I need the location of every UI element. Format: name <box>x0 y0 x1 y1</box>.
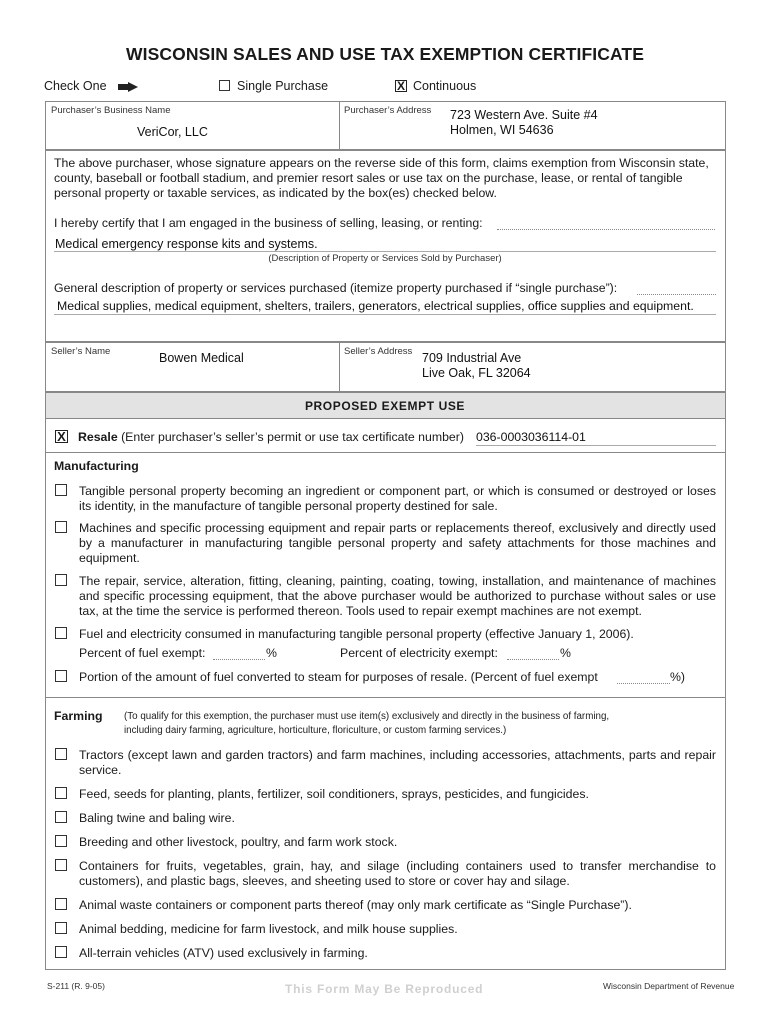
fuel-pct-label: Percent of fuel exempt: <box>79 646 206 660</box>
certify-underline <box>54 251 716 252</box>
resale-row <box>78 430 464 445</box>
reproduce-watermark: This Form May Be Reproduced <box>285 982 484 996</box>
mfg-item5-text: Portion of the amount of fuel converted to steam for purposes of resale. (Percent of fuel exempt <box>79 670 598 684</box>
steam-pct-field[interactable] <box>617 683 670 684</box>
elec-pct-field[interactable] <box>507 659 559 660</box>
purchaser-address-line1[interactable]: 723 Western Ave. Suite #4 <box>450 108 598 122</box>
fuel-pct-sign: % <box>266 646 277 660</box>
farm-item4-checkbox[interactable] <box>55 835 67 847</box>
farm-item2-text: Feed, seeds for planting, plants, fertilizer, soil conditioners, sprays, pesticides, and fungicides. <box>79 787 589 801</box>
farm-item7-text: Animal bedding, medicine for farm livestock, and milk house supplies. <box>79 922 458 936</box>
mfg-item5-checkbox[interactable] <box>55 670 67 682</box>
resale-checkbox[interactable]: X <box>55 430 68 443</box>
seller-address-line2[interactable]: Live Oak, FL 32064 <box>422 366 531 380</box>
pointer-arrow-icon <box>117 81 139 93</box>
mfg-item4-text: Fuel and electricity consumed in manufacturing tangible personal property (effective January 1, 2006). <box>79 627 634 641</box>
purchaser-divider <box>339 101 340 150</box>
certify-line-end <box>497 229 715 230</box>
seller-name-label: Seller’s Name <box>51 346 111 357</box>
farming-heading: Farming <box>54 709 103 723</box>
resale-divider <box>45 452 726 453</box>
exempt-header: PROPOSED EXEMPT USE <box>304 399 466 413</box>
certify-field[interactable]: Medical emergency response kits and systems. <box>55 237 318 251</box>
department-name: Wisconsin Department of Revenue <box>603 981 735 991</box>
frame-right <box>725 419 726 970</box>
manufacturing-divider <box>45 697 726 698</box>
frame-bottom <box>45 969 726 970</box>
seller-name-field[interactable]: Bowen Medical <box>159 351 244 365</box>
general-field[interactable]: Medical supplies, medical equipment, shelters, trailers, generators, electrical supplies, office supplies and equipment. <box>57 299 694 313</box>
purchaser-address-label: Purchaser’s Address <box>344 105 432 116</box>
mfg-item1-checkbox[interactable] <box>55 484 67 496</box>
resale-title: Resale <box>78 430 118 444</box>
elec-pct-sign: % <box>560 646 571 660</box>
form-number: S-211 (R. 9-05) <box>47 981 105 991</box>
farm-item1-checkbox[interactable] <box>55 748 67 760</box>
mfg-item2-checkbox[interactable] <box>55 521 67 533</box>
farming-note-line1: (To qualify for this exemption, the purchaser must use item(s) exclusively and directly in the business of farming, <box>124 711 610 722</box>
farming-note-line2: including dairy farming, agriculture, horticulture, floriculture, or custom farming services.) <box>124 725 507 736</box>
claim-paragraph: The above purchaser, whose signature appears on the reverse side of this form, claims exemption from Wisconsin state, county, baseball or football stadium, and premier resort sales or use tax on the purchase, lease, or rental of tangible personal property or taxable services, as indicated by the box(es) checked below. <box>54 156 709 200</box>
mfg-item1-text: Tangible personal property becoming an ingredient or component part, or which is consumed or destroyed or loses its identity, in the manufacture of tangible personal property destined for sale. <box>79 484 716 513</box>
farm-item8-text: All-terrain vehicles (ATV) used exclusively in farming. <box>79 946 368 960</box>
check-one-label: Check One <box>44 79 107 93</box>
seller-divider <box>339 342 340 392</box>
farm-item7-checkbox[interactable] <box>55 922 67 934</box>
resale-permit-field[interactable]: 036-0003036114-01 <box>476 430 586 444</box>
mfg-item3-text: The repair, service, alteration, fitting, cleaning, painting, coating, towing, installation, and maintenance of machines and specific processing equipment, that the above purchaser would be authorized to purchase without sales or use tax, at the time the service is performed thereon. Tools used to repair exempt machines are not exempt. <box>79 574 716 618</box>
certify-caption: (Description of Property or Services Sold by Purchaser) <box>268 253 502 264</box>
general-line-end <box>637 294 716 295</box>
mfg-item3-checkbox[interactable] <box>55 574 67 586</box>
form-title: WISCONSIN SALES AND USE TAX EXEMPTION CERTIFICATE <box>126 44 644 64</box>
purchaser-name-label: Purchaser’s Business Name <box>51 105 171 116</box>
farm-item6-text: Animal waste containers or component parts thereof (may only mark certificate as “Single Purchase”). <box>79 898 632 912</box>
continuous-checkbox[interactable]: X <box>396 79 405 93</box>
mfg-item2-text: Machines and specific processing equipment and repair parts or replacements thereof, exclusively and directly used by a manufacturer in manufacturing tangible personal property and safety attachments for those machines and equipment. <box>79 521 716 565</box>
general-label: General description of property or services purchased (itemize property purchased if “single purchase”): <box>54 281 618 295</box>
purchaser-address-line2[interactable]: Holmen, WI 54636 <box>450 123 554 137</box>
farm-item5-checkbox[interactable] <box>55 859 67 871</box>
farm-item8-checkbox[interactable] <box>55 946 67 958</box>
frame-left <box>45 419 46 970</box>
fuel-pct-field[interactable] <box>213 659 265 660</box>
certify-label: I hereby certify that I am engaged in the business of selling, leasing, or renting: <box>54 216 483 230</box>
mfg-item4-checkbox[interactable] <box>55 627 67 639</box>
elec-pct-label: Percent of electricity exempt: <box>340 646 498 660</box>
single-purchase-label: Single Purchase <box>237 79 329 93</box>
farm-item4-text: Breeding and other livestock, poultry, and farm work stock. <box>79 835 398 849</box>
general-underline <box>54 314 716 315</box>
farm-item5-text: Containers for fruits, vegetables, grain, hay, and silage (including containers used to transfer merchandise to customers), and plastic bags, sleeves, and sheeting used to store or cover hay and silage. <box>79 859 716 888</box>
single-purchase-checkbox[interactable] <box>219 80 230 91</box>
farm-item3-text: Baling twine and baling wire. <box>79 811 235 825</box>
farm-item3-checkbox[interactable] <box>55 811 67 823</box>
seller-address-label: Seller’s Address <box>344 346 413 357</box>
seller-address-line1[interactable]: 709 Industrial Ave <box>422 351 522 365</box>
resale-underline <box>476 445 716 446</box>
resale-text: (Enter purchaser’s seller’s permit or use tax certificate number) <box>121 430 464 444</box>
mfg-item5-end: %) <box>670 670 686 684</box>
manufacturing-heading: Manufacturing <box>54 459 139 473</box>
farm-item2-checkbox[interactable] <box>55 787 67 799</box>
purchaser-name-field[interactable]: VeriCor, LLC <box>137 125 208 139</box>
farm-item6-checkbox[interactable] <box>55 898 67 910</box>
farm-item1-text: Tractors (except lawn and garden tractors) and farm machines, including accessories, attachments, parts and repair service. <box>79 748 716 777</box>
continuous-label: Continuous <box>413 79 477 93</box>
